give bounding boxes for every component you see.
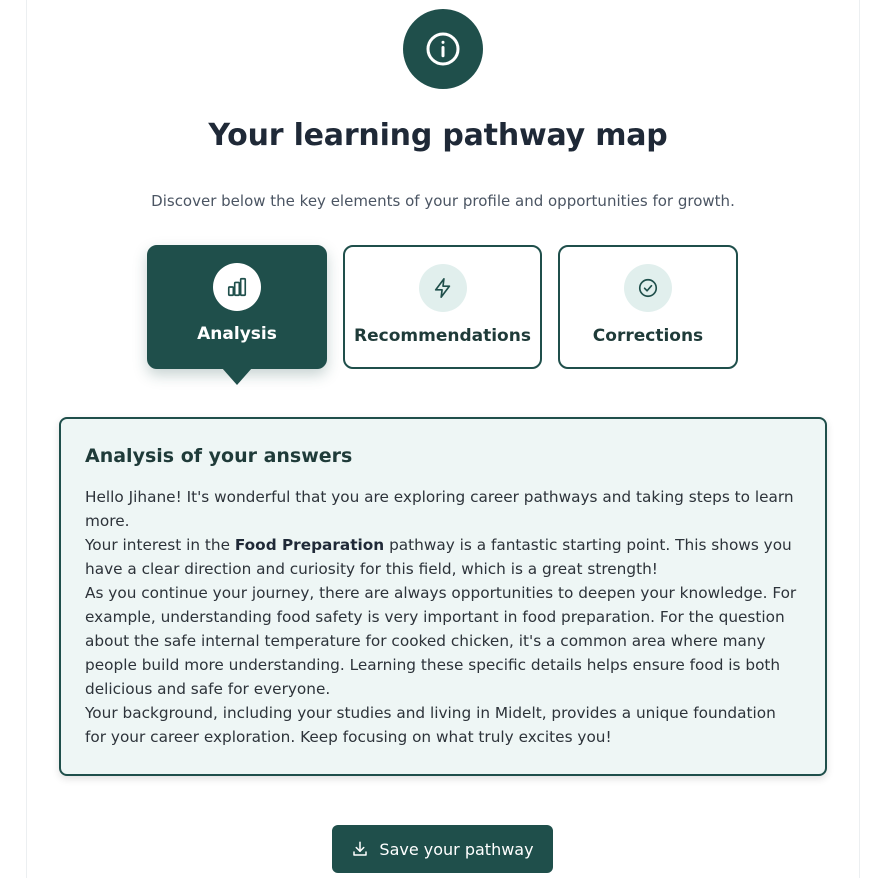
panel-text: Your interest in the xyxy=(85,536,235,554)
lightning-icon xyxy=(419,264,467,312)
tab-recommendations-label: Recommendations xyxy=(354,326,531,346)
save-pathway-button[interactable] xyxy=(332,825,553,873)
tab-recommendations[interactable] xyxy=(343,245,542,369)
check-circle-icon xyxy=(624,264,672,312)
save-button-label: Save your pathway xyxy=(379,839,534,859)
panel-body xyxy=(85,485,801,749)
page-subtitle: Discover below the key elements of your profile and opportunities for growth. xyxy=(151,192,735,210)
panel-title: Analysis of your answers xyxy=(85,445,353,467)
panel-text: pathway is a fantastic starting point. This shows you have a clear direction and curiosity for this field, which is a great strength! xyxy=(85,536,792,578)
panel-paragraph: Hello Jihane! It's wonderful that you are exploring career pathways and taking steps to learn more. xyxy=(85,488,794,530)
panel-paragraph: As you continue your journey, there are always opportunities to deepen your knowledge. For example, understanding food safety is very important in food preparation. For the question about the safe internal temperature for cooked chicken, it's a common area where many people build more understanding. Learning these specific details helps ensure food is both delicious and safe for everyone. xyxy=(85,584,797,698)
tab-analysis-label: Analysis xyxy=(197,324,277,344)
tab-corrections-label: Corrections xyxy=(592,326,704,346)
panel-paragraph: Your background, including your studies and living in Midelt, provides a unique foundation for your career exploration. Keep focusing on what truly excites you! xyxy=(85,704,776,746)
panel-paragraph xyxy=(85,533,801,581)
page-title: Your learning pathway map xyxy=(208,118,668,153)
tab-corrections[interactable] xyxy=(558,245,738,369)
active-tab-pointer xyxy=(222,368,252,385)
analysis-panel xyxy=(59,417,827,776)
info-icon xyxy=(403,9,483,89)
bar-chart-icon xyxy=(213,263,261,311)
download-icon xyxy=(351,840,369,858)
pathway-name: Food Preparation xyxy=(234,536,385,554)
tab-analysis[interactable] xyxy=(147,245,327,369)
